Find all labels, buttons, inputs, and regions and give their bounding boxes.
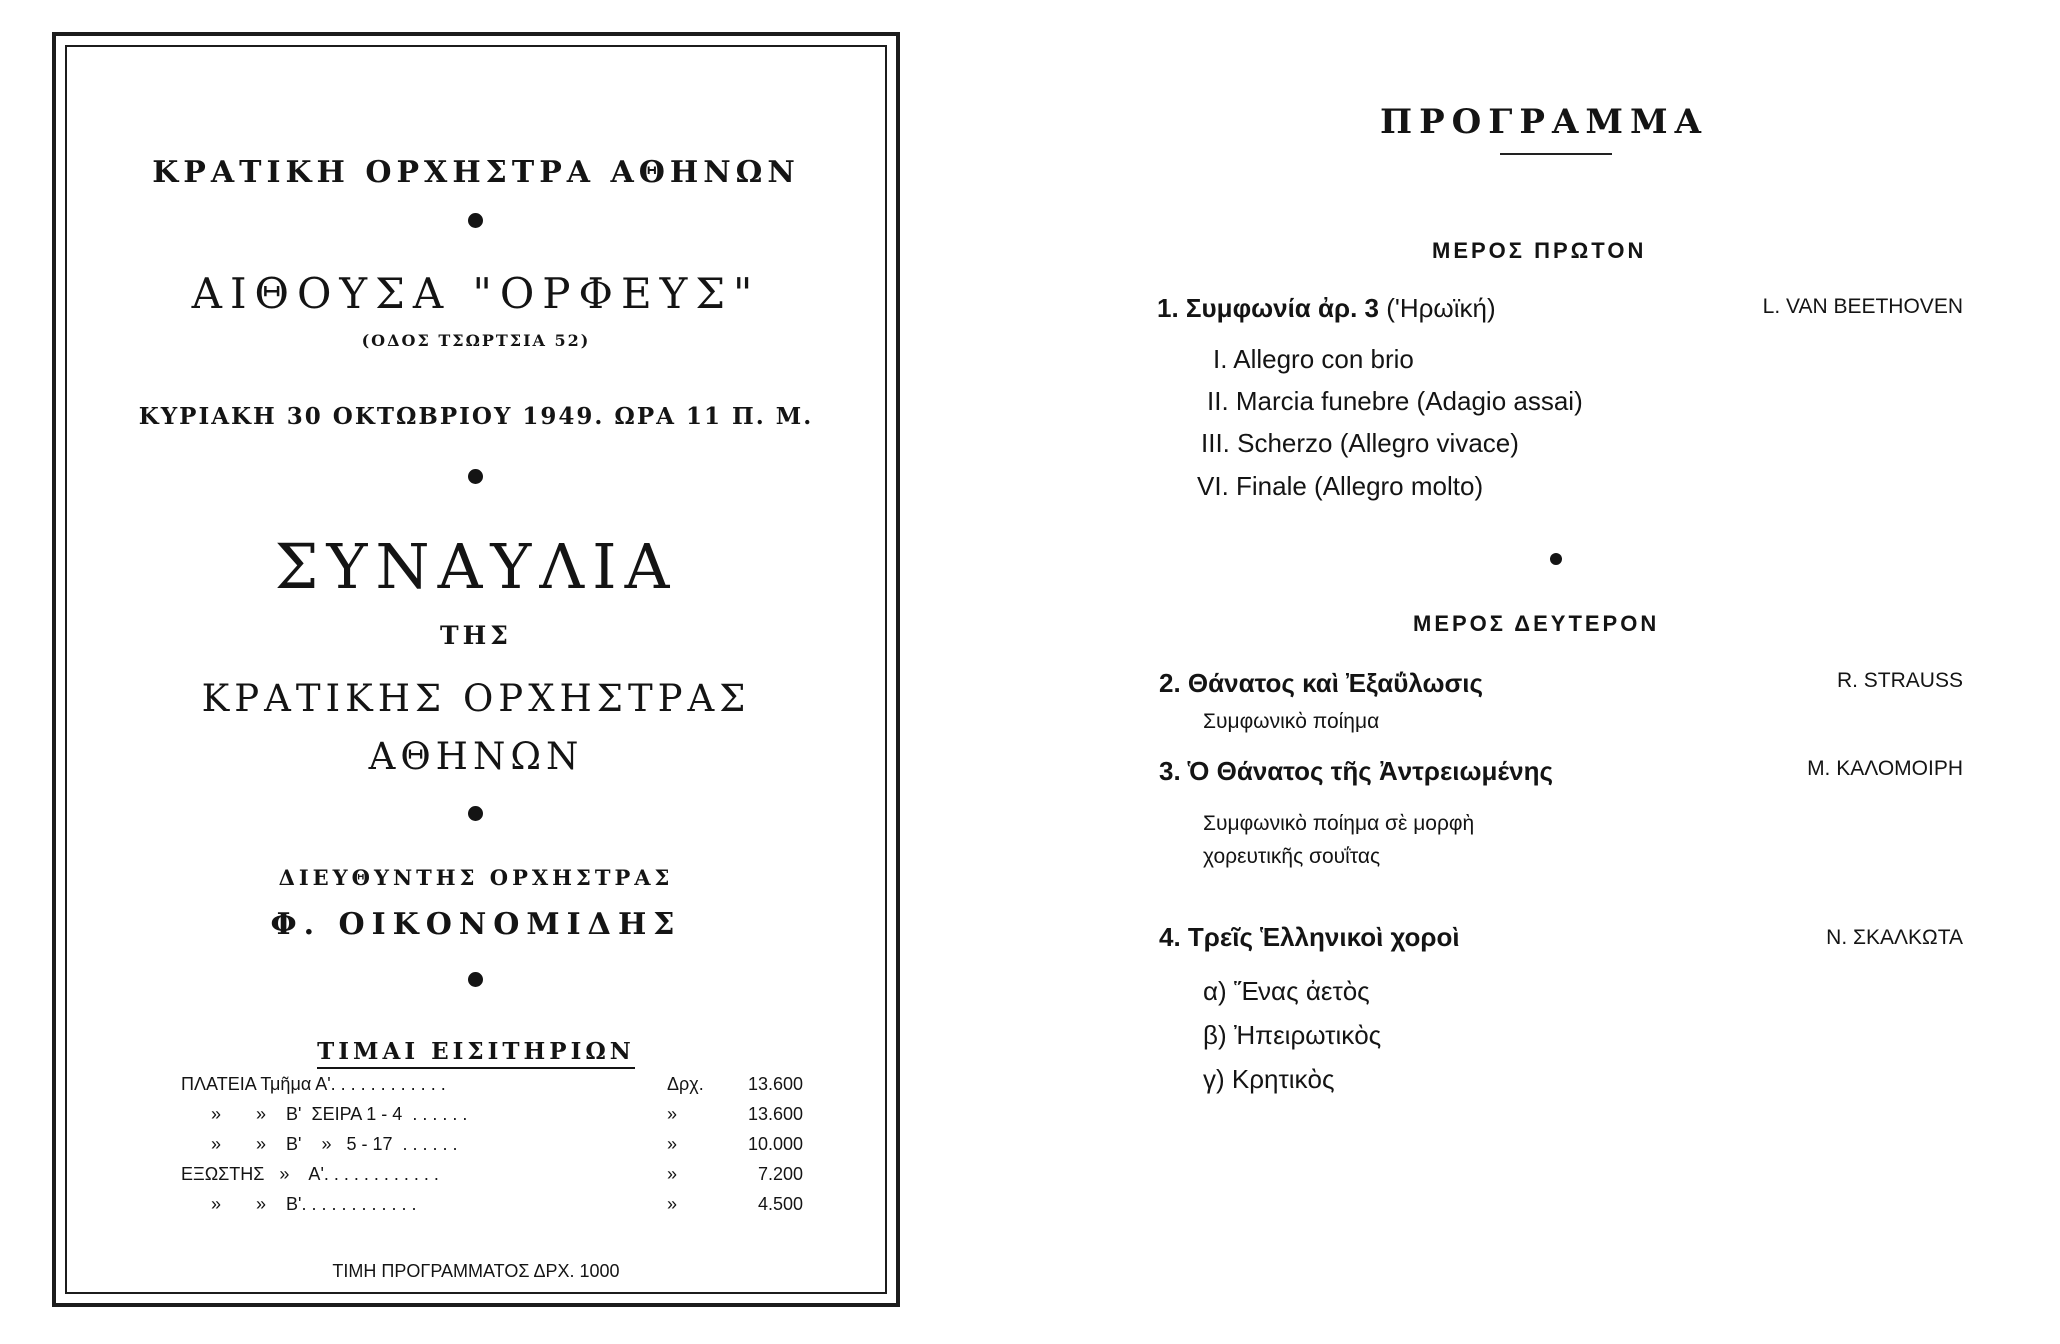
dance-3: γ) Κρητικὸς (1203, 1064, 1335, 1094)
price-label: » » Β' ΣΕΙΡΑ 1 - 4 . . . . . . (181, 1104, 468, 1124)
program-price: ΤΙΜΗ ΠΡΟΓΡΑΜΜΑΤΟΣ ΔΡΧ. 1000 (332, 1261, 620, 1281)
movement-1: I. Allegro con brio (1213, 344, 1414, 374)
price-label: ΕΞΩΣΤΗΣ » Α'. . . . . . . . . . . . (181, 1164, 439, 1184)
orchestra-line-2: ΑΘΗΝΩΝ (368, 735, 584, 778)
price-unit: » (667, 1194, 678, 1214)
work-number: 1. (1157, 293, 1179, 323)
work-title: Συμφωνία ἀρ. 3 (1185, 293, 1379, 323)
price-unit: » (667, 1104, 678, 1124)
price-value: 7.200 (757, 1164, 803, 1184)
price-row (181, 1194, 803, 1224)
orchestra-line-1: ΚΡΑΤΙΚΗΣ ΟΡΧΗΣΤΡΑΣ (201, 677, 751, 720)
movement-3: III. Scherzo (Allegro vivace) (1201, 428, 1519, 458)
conductor-name: Φ. ΟΙΚΟΝΟΜΙΔΗΣ (270, 907, 682, 942)
hall-address: (ΟΔΟΣ ΤΣΩΡΤΣΙΑ 52) (361, 331, 591, 350)
price-unit: Δρχ. (667, 1074, 704, 1094)
price-label: ΠΛΑΤΕΙΑ Τμῆμα Α'. . . . . . . . . . . . (181, 1074, 446, 1094)
price-unit: » (667, 1134, 678, 1154)
bullet-dot (468, 972, 483, 987)
concert-datetime: ΚΥΡΙΑΚΗ 30 ΟΚΤΩΒΡΙΟΥ 1949. ΩΡΑ 11 Π. Μ. (138, 403, 814, 430)
composer-skalkotas: Ν. ΣΚΑΛΚΩΤΑ (1826, 926, 1963, 949)
work-3 (1159, 756, 1553, 787)
concert-heading: ΣΥΝΑΥΛΙΑ (274, 530, 678, 603)
composer-beethoven: L. VAN BEETHOVEN (1762, 295, 1963, 318)
price-label: » » Β' » 5 - 17 . . . . . . (181, 1134, 458, 1154)
cover-inner-border (65, 45, 887, 1294)
work-number: 3. (1159, 756, 1181, 786)
concert-of: ΤΗΣ (440, 621, 512, 650)
work-3-note-line-2: χορευτικῆς σουΐτας (1203, 845, 1381, 868)
prices-heading-text: ΤΙΜΑΙ ΕΙΣΙΤΗΡΙΩΝ (317, 1038, 635, 1069)
part-one-heading: ΜΕΡΟΣ ΠΡΩΤΟΝ (1432, 238, 1647, 263)
work-2-note: Συμφωνικὸ ποίημα (1203, 710, 1380, 733)
movement-2: II. Marcia funebre (Adagio assai) (1207, 386, 1583, 416)
price-row (181, 1104, 803, 1134)
bullet-dot (468, 806, 483, 821)
price-value: 10.000 (747, 1134, 803, 1154)
work-number: 4. (1159, 922, 1181, 952)
dance-1: α) Ἕνας ἀετὸς (1203, 976, 1370, 1006)
price-row (181, 1164, 803, 1194)
work-1 (1157, 293, 1496, 324)
price-value: 4.500 (757, 1194, 803, 1214)
bullet-dot (1550, 553, 1562, 565)
price-value: 13.600 (747, 1104, 803, 1124)
work-3-note-line-1: Συμφωνικὸ ποίημα σὲ μορφὴ (1203, 812, 1475, 835)
work-2 (1159, 668, 1483, 699)
prices-heading (67, 1038, 885, 1065)
work-number: 2. (1159, 668, 1181, 698)
work-title: Τρεῖς Ἑλληνικοὶ χοροὶ (1187, 922, 1460, 952)
composer-strauss: R. STRAUSS (1836, 669, 1963, 692)
work-4 (1159, 922, 1460, 953)
price-row (181, 1134, 803, 1164)
price-label: » » Β'. . . . . . . . . . . . (181, 1194, 417, 1214)
part-two-heading: ΜΕΡΟΣ ΔΕΥΤΕΡΟΝ (1413, 611, 1660, 636)
work-subtitle: ('Ηρωϊκή) (1386, 293, 1496, 323)
work-title: Ὁ Θάνατος τῆς Ἀντρειωμένης (1187, 756, 1553, 786)
work-title: Θάνατος καὶ Ἐξαΰλωσις (1187, 668, 1484, 698)
program-title: ΠΡΟΓΡΑΜΜΑ (1380, 102, 1709, 142)
cover-page (52, 32, 900, 1307)
orchestra-name: ΚΡΑΤΙΚΗ ΟΡΧΗΣΤΡΑ ΑΘΗΝΩΝ (152, 155, 800, 190)
composer-kalomiris: Μ. ΚΑΛΟΜΟΙΡΗ (1807, 757, 1963, 780)
price-row (181, 1074, 803, 1104)
title-underline (1500, 153, 1612, 155)
price-value: 13.600 (747, 1074, 803, 1094)
bullet-dot (468, 469, 483, 484)
movement-4: VI. Finale (Allegro molto) (1197, 471, 1484, 501)
bullet-dot (468, 213, 483, 228)
hall-name: ΑΙΘΟΥΣΑ "ΟΡΦΕΥΣ" (191, 269, 761, 318)
conductor-label: ΔΙΕΥΘΥΝΤΗΣ ΟΡΧΗΣΤΡΑΣ (278, 865, 674, 890)
dance-2: β) Ἠπειρωτικὸς (1203, 1020, 1382, 1050)
price-unit: » (667, 1164, 678, 1184)
